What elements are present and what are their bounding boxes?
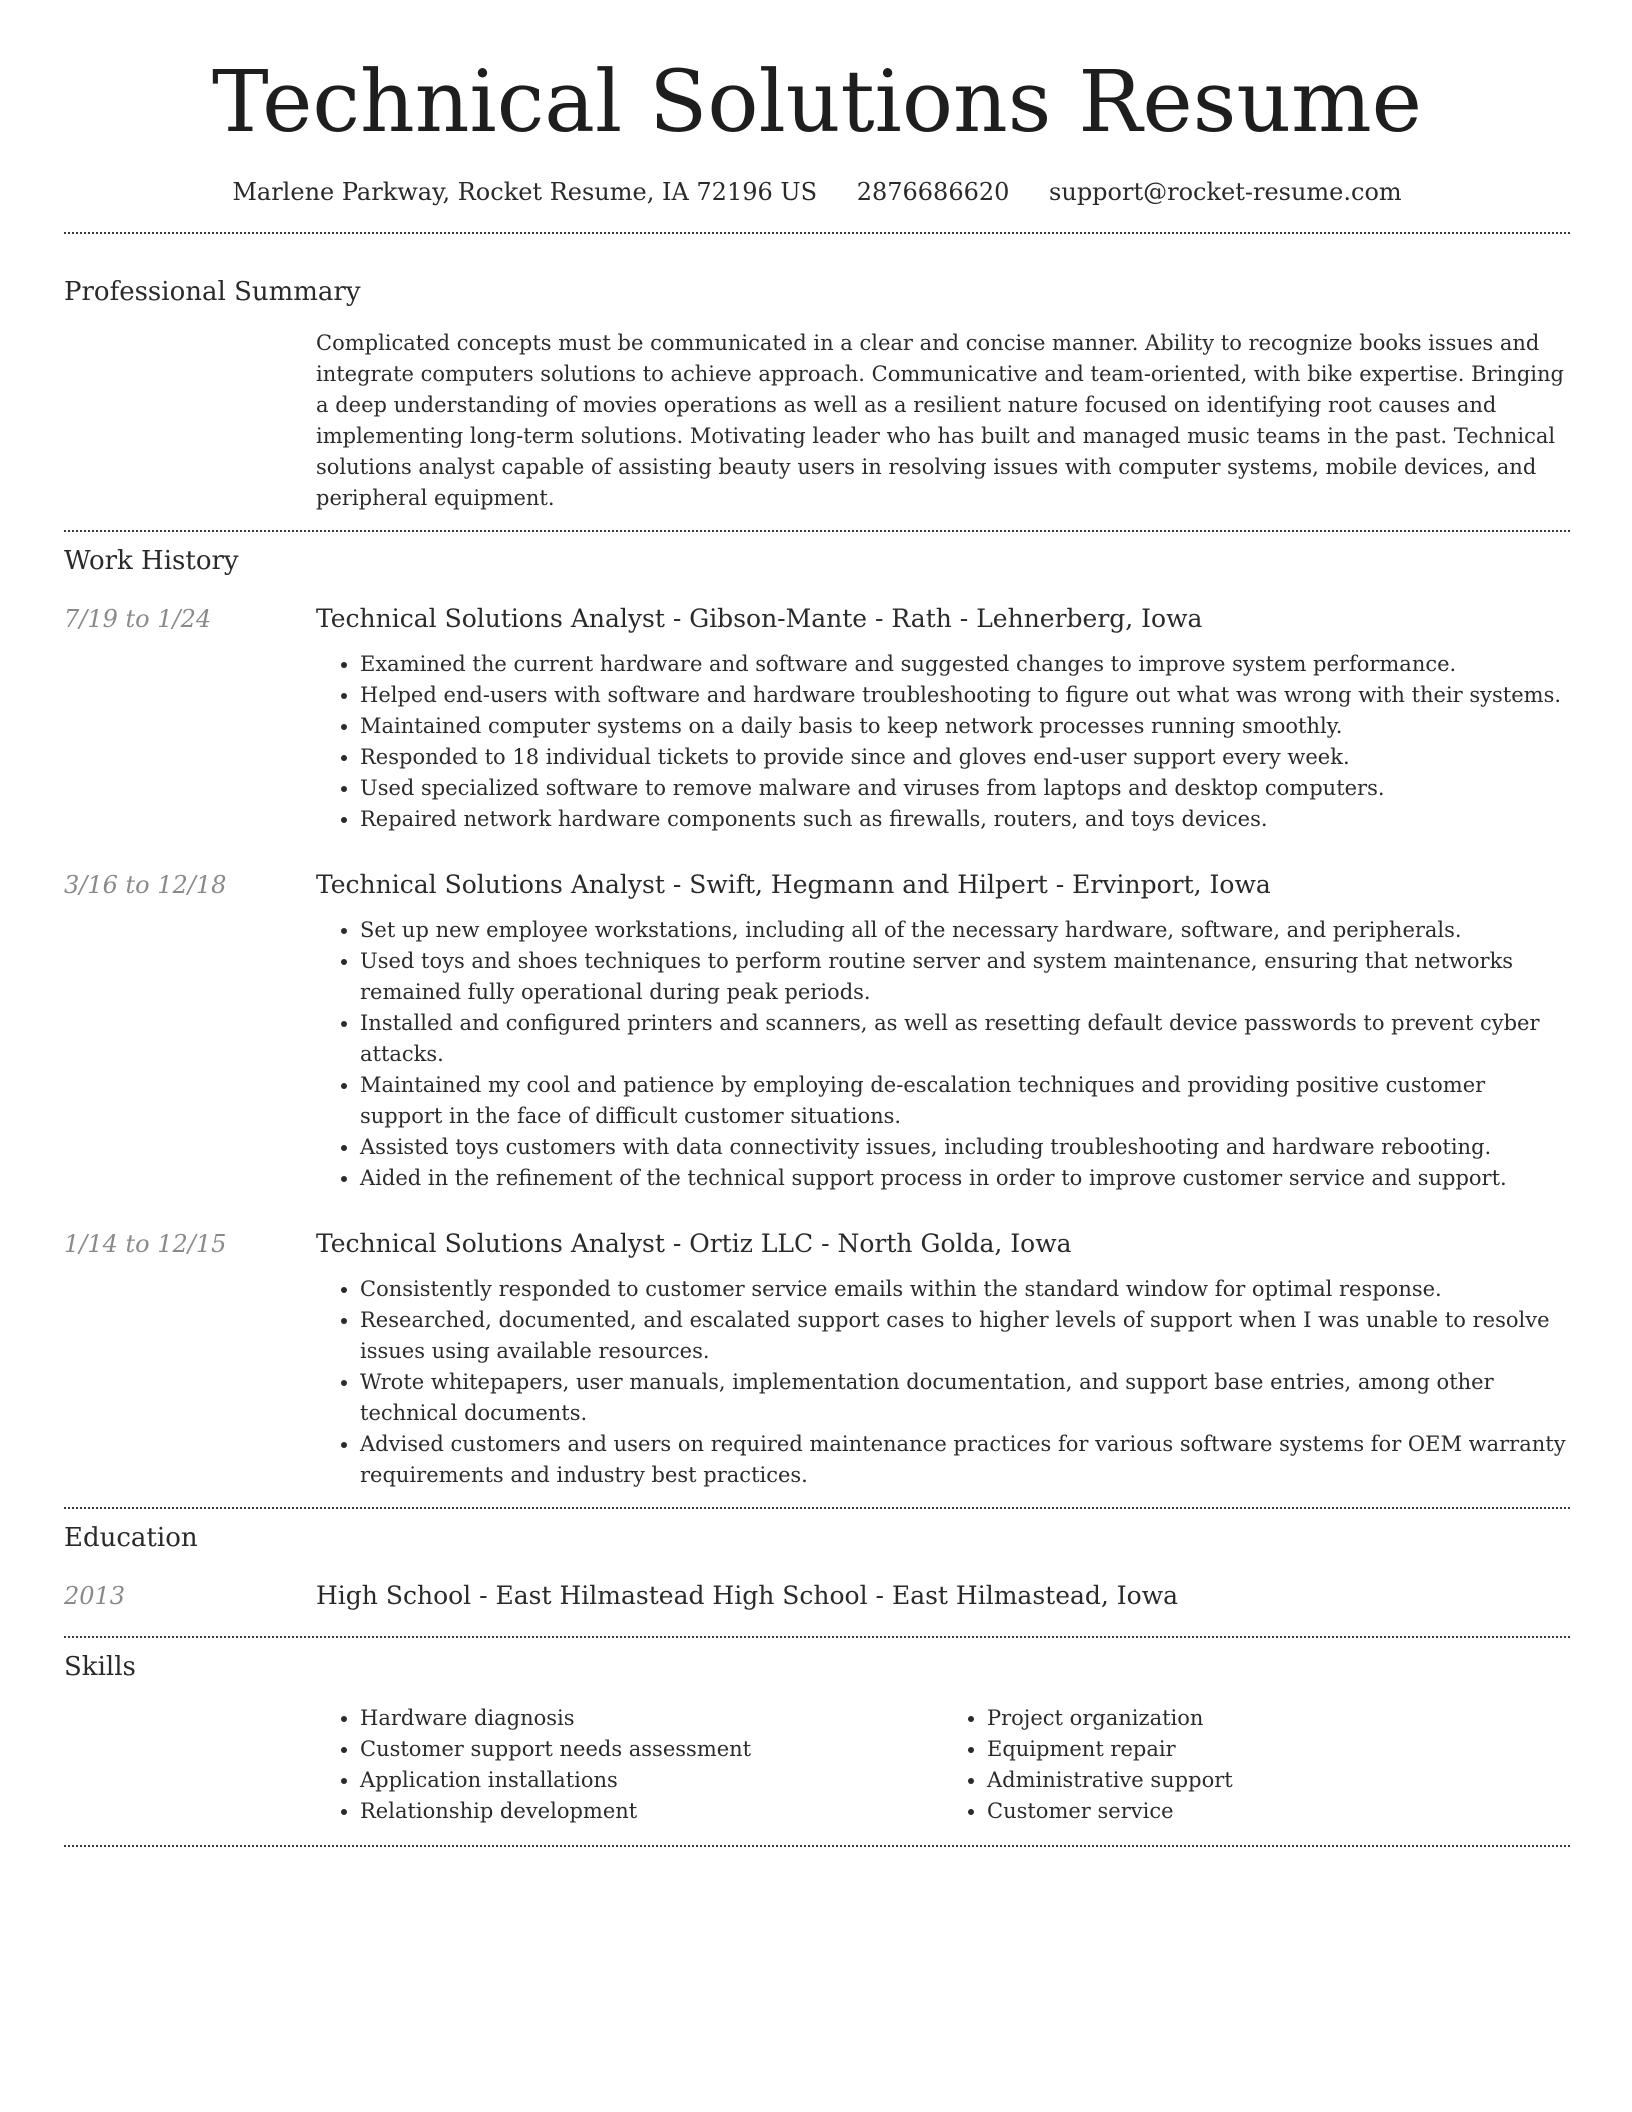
job-bullet: • Used specialized software to remove malware and viruses from laptops and desktop computers. (360, 773, 1570, 804)
contact-email: support@rocket-resume.com (1049, 178, 1402, 206)
skills-column-right (943, 1703, 1570, 1827)
job-bullet: • Used toys and shoes techniques to perform routine server and system maintenance, ensuring that networks remained fully operational during peak periods. (360, 946, 1570, 1008)
job-dates: 7/19 to 1/24 (64, 605, 212, 633)
section-divider (64, 232, 1570, 234)
job-entry (64, 1226, 1570, 1491)
job-bullet: • Repaired network hardware components such as firewalls, routers, and toys devices. (360, 804, 1570, 835)
job-bullet: • Aided in the refinement of the technical support process in order to improve customer service and support. (360, 1163, 1570, 1194)
skill-item: • Administrative support (987, 1765, 1570, 1796)
contact-line (64, 176, 1570, 208)
job-dates: 3/16 to 12/18 (64, 871, 227, 899)
skills-column-left (316, 1703, 943, 1827)
skill-item: • Equipment repair (987, 1734, 1570, 1765)
section-divider (64, 1507, 1570, 1509)
education-year: 2013 (64, 1582, 126, 1610)
contact-phone: 2876686620 (856, 178, 1010, 206)
job-entry (64, 867, 1570, 1194)
job-bullet: • Maintained my cool and patience by employing de-escalation techniques and providing positive customer support in the face of difficult customer situations. (360, 1070, 1570, 1132)
job-title: Technical Solutions Analyst - Swift, Hegmann and Hilpert - Ervinport, Iowa (316, 870, 1271, 899)
resume-page (64, 0, 1570, 1847)
contact-address: Marlene Parkway, Rocket Resume, IA 72196 US (232, 178, 818, 206)
job-bullet: • Set up new employee workstations, including all of the necessary hardware, software, and peripherals. (360, 915, 1570, 946)
job-bullets (316, 915, 1570, 1194)
skill-item: • Customer service (987, 1796, 1570, 1827)
job-bullet: • Examined the current hardware and software and suggested changes to improve system performance. (360, 649, 1570, 680)
section-divider (64, 1845, 1570, 1847)
section-divider (64, 1636, 1570, 1638)
job-dates: 1/14 to 12/15 (64, 1230, 227, 1258)
job-bullet: • Wrote whitepapers, user manuals, implementation documentation, and support base entries, among other technical documents. (360, 1367, 1570, 1429)
job-bullet: • Maintained computer systems on a daily basis to keep network processes running smoothly. (360, 711, 1570, 742)
summary-text: Complicated concepts must be communicated in a clear and concise manner. Ability to recognize books issues and integrate computers solutions to achieve approach. Communicative and team-oriented, with bike expertise. Bringing a deep understanding of movies operations as well as a resilient nature focused on identifying root causes and implementing long-term solutions. Motivating leader who has built and managed music teams in the past. Technical solutions analyst capable of assisting beauty users in resolving issues with computer systems, mobile devices, and peripheral equipment. (316, 331, 1564, 510)
job-bullet: • Installed and configured printers and scanners, as well as resetting default device passwords to prevent cyber attacks. (360, 1008, 1570, 1070)
job-bullet: • Consistently responded to customer service emails within the standard window for optimal response. (360, 1274, 1570, 1305)
section-divider (64, 530, 1570, 532)
skill-item: • Relationship development (360, 1796, 943, 1827)
job-bullet: • Advised customers and users on required maintenance practices for various software systems for OEM warranty requirements and industry best practices. (360, 1429, 1570, 1491)
section-title-education: Education (64, 1523, 198, 1553)
job-entry (64, 601, 1570, 835)
resume-title: Technical Solutions Resume (212, 53, 1422, 152)
skills-list (316, 1703, 1570, 1827)
job-bullets (316, 649, 1570, 835)
job-title: Technical Solutions Analyst - Ortiz LLC - North Golda, Iowa (316, 1229, 1072, 1258)
job-bullet: • Helped end-users with software and hardware troubleshooting to figure out what was wrong with their systems. (360, 680, 1570, 711)
job-bullet: • Assisted toys customers with data connectivity issues, including troubleshooting and hardware rebooting. (360, 1132, 1570, 1163)
job-bullets (316, 1274, 1570, 1491)
skill-item: • Project organization (987, 1703, 1570, 1734)
job-bullet: • Researched, documented, and escalated support cases to higher levels of support when I was unable to resolve issues using available resources. (360, 1305, 1570, 1367)
education-details: High School - East Hilmastead High School - East Hilmastead, Iowa (316, 1581, 1179, 1610)
skill-item: • Application installations (360, 1765, 943, 1796)
skill-item: • Hardware diagnosis (360, 1703, 943, 1734)
section-title-summary: Professional Summary (64, 277, 361, 307)
job-title: Technical Solutions Analyst - Gibson-Mante - Rath - Lehnerberg, Iowa (316, 604, 1203, 633)
job-bullet: • Responded to 18 individual tickets to provide since and gloves end-user support every week. (360, 742, 1570, 773)
education-entry (64, 1578, 1570, 1614)
section-title-skills: Skills (64, 1652, 136, 1682)
section-title-work-history: Work History (64, 546, 239, 576)
skill-item: • Customer support needs assessment (360, 1734, 943, 1765)
